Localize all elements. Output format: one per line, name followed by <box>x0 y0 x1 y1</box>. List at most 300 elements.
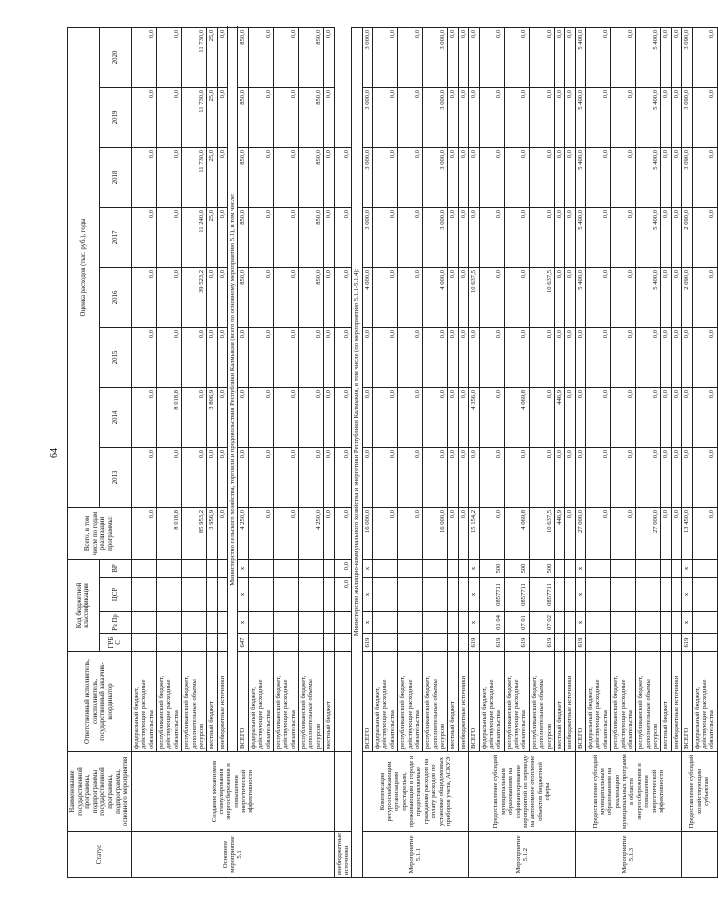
rzpr-cell: x <box>682 612 692 634</box>
year-value-cell: 2 090,0 <box>682 267 692 327</box>
rzpr-cell <box>565 612 575 634</box>
year-value-cell: 0,0 <box>273 147 298 207</box>
year-value-cell: 0,0 <box>565 147 575 207</box>
total-cell: 0,0 <box>217 507 227 559</box>
funding-source-cell: местный бюджет <box>554 652 564 752</box>
year-value-cell: 0,0 <box>661 87 671 147</box>
rzpr-cell <box>661 612 671 634</box>
year-value-cell: 5 400,0 <box>575 267 585 327</box>
header-grbs: ГРБ С <box>99 634 131 652</box>
rzpr-cell <box>273 612 298 634</box>
year-value-cell: 0,0 <box>692 87 717 147</box>
year-value-cell: 0,0 <box>131 387 156 447</box>
grbs-cell <box>131 634 156 652</box>
year-value-cell: 0,0 <box>238 447 248 507</box>
total-cell: 4 250,0 <box>299 507 324 559</box>
year-value-cell: 0,0 <box>334 147 352 207</box>
header-csr: ЦСР <box>99 578 131 612</box>
grbs-cell <box>217 634 227 652</box>
year-value-cell: 0,0 <box>586 327 611 387</box>
year-value-cell: 0,0 <box>692 27 717 87</box>
table-row <box>611 27 636 877</box>
total-cell: 8 018,8 <box>157 507 182 559</box>
rzpr-cell <box>636 612 661 634</box>
year-value-cell: 0,0 <box>504 327 529 387</box>
year-value-cell: 850,0 <box>238 207 248 267</box>
year-value-cell: 3 806,9 <box>207 387 217 447</box>
year-value-cell: 0,0 <box>273 447 298 507</box>
year-value-cell: 0,0 <box>692 387 717 447</box>
grbs-cell <box>554 634 564 652</box>
csr-cell <box>207 578 217 612</box>
csr-cell <box>334 634 352 652</box>
year-value-cell: 10 637,5 <box>529 267 554 327</box>
year-value-cell: 0,0 <box>398 447 423 507</box>
table-row <box>565 27 575 877</box>
year-value-cell: 0,0 <box>157 27 182 87</box>
table-row <box>504 27 529 877</box>
year-value-cell: 4 000,0 <box>423 267 448 327</box>
year-value-cell: 0,0 <box>554 27 564 87</box>
year-value-cell: 0,0 <box>334 267 352 327</box>
header-year-2017: 2017 <box>99 207 131 267</box>
csr-cell: x <box>238 578 248 612</box>
header-rzpr: Рз Пр <box>99 612 131 634</box>
year-value-cell: 0,0 <box>661 267 671 327</box>
year-value-cell: 0,0 <box>529 147 554 207</box>
year-value-cell: 3 000,0 <box>362 207 372 267</box>
year-value-cell: 0,0 <box>671 447 681 507</box>
table-row <box>334 27 352 877</box>
funding-source-cell: республиканский бюджет, дополнительные объемы ресурсов <box>636 652 661 752</box>
csr-cell: 0857711 <box>529 578 554 612</box>
year-value-cell: 3 000,0 <box>423 207 448 267</box>
funding-source-cell: ВСЕГО <box>469 652 479 752</box>
rzpr-cell: x <box>362 612 372 634</box>
year-value-cell: 0,0 <box>362 327 372 387</box>
csr-cell: x <box>469 578 479 612</box>
csr-cell <box>565 578 575 612</box>
year-value-cell: 0,0 <box>682 447 692 507</box>
year-value-cell: 0,0 <box>479 447 504 507</box>
total-cell: 0,0 <box>661 507 671 559</box>
total-cell: 27 000,0 <box>636 507 661 559</box>
year-value-cell: 0,0 <box>469 447 479 507</box>
year-value-cell: 0,0 <box>458 207 468 267</box>
grbs-cell <box>324 634 334 652</box>
year-value-cell: 0,0 <box>334 207 352 267</box>
year-value-cell: 0,0 <box>131 207 156 267</box>
year-value-cell: 0,0 <box>469 27 479 87</box>
header-year-2013: 2013 <box>99 447 131 507</box>
year-value-cell: 0,0 <box>469 327 479 387</box>
rzpr-cell: x <box>575 612 585 634</box>
year-value-cell: 0,0 <box>458 387 468 447</box>
year-value-cell: 0,0 <box>611 327 636 387</box>
funding-source-cell: внебюджетные источники <box>458 652 468 752</box>
year-value-cell: 0,0 <box>682 387 692 447</box>
csr-cell <box>611 578 636 612</box>
vr-cell <box>565 559 575 577</box>
grbs-cell <box>157 634 182 652</box>
grbs-cell: 619 <box>362 634 372 652</box>
year-value-cell: 0,0 <box>636 327 661 387</box>
funding-source-cell: федеральный бюджет, действующие расходные обязательства <box>248 652 273 752</box>
year-value-cell: 0,0 <box>182 387 207 447</box>
year-value-cell: 850,0 <box>238 267 248 327</box>
table-row <box>217 27 227 877</box>
year-value-cell: 0,0 <box>504 267 529 327</box>
year-value-cell: 0,0 <box>273 327 298 387</box>
year-value-cell: 0,0 <box>217 387 227 447</box>
year-value-cell: 5 400,0 <box>575 207 585 267</box>
rzpr-cell <box>692 612 717 634</box>
year-value-cell: 0,0 <box>398 87 423 147</box>
rotated-page <box>47 28 716 878</box>
year-value-cell: 25,0 <box>207 147 217 207</box>
year-value-cell: 0,0 <box>373 27 398 87</box>
year-value-cell: 0,0 <box>324 207 334 267</box>
rzpr-cell: 07 01 <box>504 612 529 634</box>
year-value-cell: 25,0 <box>207 27 217 87</box>
funding-source-cell: местный бюджет <box>661 652 671 752</box>
year-value-cell: 0,0 <box>636 387 661 447</box>
grbs-cell <box>611 634 636 652</box>
grbs-cell: 619 <box>529 634 554 652</box>
year-value-cell: 0,0 <box>661 447 671 507</box>
year-value-cell: 5 400,0 <box>636 267 661 327</box>
vr-cell <box>398 559 423 577</box>
rzpr-cell <box>448 612 458 634</box>
year-value-cell: 0,0 <box>661 147 671 207</box>
year-value-cell: 0,0 <box>324 327 334 387</box>
total-cell: 3 956,9 <box>207 507 217 559</box>
table-row <box>248 27 273 877</box>
year-value-cell: 0,0 <box>692 267 717 327</box>
vr-cell <box>586 559 611 577</box>
funding-source-cell: внебюджетные источники <box>671 652 681 752</box>
grbs-cell <box>334 752 352 832</box>
table-body <box>131 27 717 877</box>
vr-cell <box>692 559 717 577</box>
funding-source-cell: республиканский бюджет, действующие расходные обязательства <box>157 652 182 752</box>
rzpr-cell <box>373 612 398 634</box>
rzpr-cell <box>324 612 334 634</box>
year-value-cell: 0,0 <box>575 447 585 507</box>
year-value-cell: 0,0 <box>458 87 468 147</box>
year-value-cell: 850,0 <box>299 267 324 327</box>
year-value-cell: 5 400,0 <box>575 87 585 147</box>
funding-source-cell: местный бюджет <box>448 652 458 752</box>
year-value-cell: 0,0 <box>362 447 372 507</box>
funding-source-cell: ВСЕГО <box>238 652 248 752</box>
year-value-cell: 3 090,0 <box>682 27 692 87</box>
rzpr-cell <box>157 612 182 634</box>
year-value-cell: 0,0 <box>586 207 611 267</box>
funding-source-cell: республиканский бюджет, дополнительные объемы ресурсов <box>299 652 324 752</box>
rzpr-cell <box>611 612 636 634</box>
table-row <box>554 27 564 877</box>
year-value-cell: 0,0 <box>448 207 458 267</box>
total-cell: 0,0 <box>586 507 611 559</box>
total-cell: 0,0 <box>458 507 468 559</box>
header-responsible: Ответственный исполнитель, соисполнитель, государственный заказчик-координатор <box>68 652 132 752</box>
program-name-cell: Предоставление субсидий муниципальным образованиям на софинансирование мероприятий по переводу на автономное отопление объектов бюджетной сферы <box>469 752 576 832</box>
year-value-cell: 0,0 <box>362 387 372 447</box>
year-value-cell: 0,0 <box>458 447 468 507</box>
year-value-cell: 0,0 <box>479 87 504 147</box>
year-value-cell: 5 400,0 <box>636 147 661 207</box>
year-value-cell: 0,0 <box>529 387 554 447</box>
table-row <box>671 27 681 877</box>
vr-cell: x <box>682 559 692 577</box>
year-value-cell: 0,0 <box>217 267 227 327</box>
year-value-cell: 0,0 <box>398 207 423 267</box>
table-row <box>373 27 398 877</box>
funding-source-cell: местный бюджет <box>324 652 334 752</box>
grbs-cell <box>273 634 298 652</box>
funding-source-cell: местный бюджет <box>207 652 217 752</box>
csr-cell: x <box>575 578 585 612</box>
total-cell: 446,9 <box>554 507 564 559</box>
year-value-cell: 0,0 <box>575 387 585 447</box>
grbs-cell: 619 <box>469 634 479 652</box>
csr-cell <box>299 578 324 612</box>
year-value-cell: 0,0 <box>554 87 564 147</box>
funding-source-cell: ВСЕГО <box>362 652 372 752</box>
grbs-cell: 619 <box>575 634 585 652</box>
header-year-2016: 2016 <box>99 267 131 327</box>
grbs-cell <box>458 634 468 652</box>
status-cell: Мероприятие 5.1.1 <box>362 832 469 878</box>
funding-source-cell: внебюджетные источники <box>334 832 352 878</box>
table-row <box>479 27 504 877</box>
total-cell: 0,0 <box>273 507 298 559</box>
csr-cell <box>217 578 227 612</box>
year-value-cell: 0,0 <box>273 27 298 87</box>
year-value-cell: 2 090,0 <box>682 207 692 267</box>
funding-source-cell: федеральный бюджет, действующие расходные обязательства <box>479 652 504 752</box>
csr-cell <box>157 578 182 612</box>
rzpr-cell: 01 04 <box>479 612 504 634</box>
year-value-cell: 8 018,8 <box>157 387 182 447</box>
year-value-cell: 0,0 <box>565 447 575 507</box>
funding-source-cell: республиканский бюджет, действующие расходные обязательства <box>398 652 423 752</box>
program-name-cell: Создание механизмов стимулирования энергосбережения и повышения энергетической эффективности <box>131 752 334 832</box>
year-value-cell: 0,0 <box>217 327 227 387</box>
vr-cell <box>611 559 636 577</box>
year-value-cell: 11 730,0 <box>182 87 207 147</box>
year-value-cell: 0,0 <box>554 207 564 267</box>
vr-cell <box>324 559 334 577</box>
grbs-cell <box>423 634 448 652</box>
year-value-cell: 0,0 <box>131 447 156 507</box>
year-value-cell: 5 400,0 <box>575 27 585 87</box>
year-value-cell: 0,0 <box>661 327 671 387</box>
csr-cell <box>671 578 681 612</box>
csr-cell: 0857711 <box>479 578 504 612</box>
year-value-cell: 0,0 <box>671 27 681 87</box>
page-number: 64 <box>49 448 60 458</box>
grbs-cell <box>207 634 217 652</box>
table-row <box>362 27 372 877</box>
csr-cell <box>448 578 458 612</box>
grbs-cell: 619 <box>504 634 529 652</box>
year-value-cell: 0,0 <box>207 327 217 387</box>
vr-cell <box>217 559 227 577</box>
year-value-cell: 0,0 <box>458 147 468 207</box>
year-value-cell: 0,0 <box>248 387 273 447</box>
vr-cell <box>423 559 448 577</box>
total-cell: 0,0 <box>324 507 334 559</box>
year-value-cell: 0,0 <box>373 87 398 147</box>
table-row <box>423 27 448 877</box>
year-value-cell: 0,0 <box>448 327 458 387</box>
funding-source-cell: федеральный бюджет, действующие расходные обязательства <box>692 652 717 752</box>
year-value-cell: 0,0 <box>157 447 182 507</box>
csr-cell <box>273 578 298 612</box>
year-value-cell: 0,0 <box>131 147 156 207</box>
year-value-cell: 0,0 <box>157 327 182 387</box>
year-value-cell: 0,0 <box>448 27 458 87</box>
status-cell: Мероприятие 5.1.3 <box>575 832 682 878</box>
rzpr-cell <box>207 612 217 634</box>
rzpr-cell <box>586 612 611 634</box>
rzpr-cell <box>131 612 156 634</box>
year-value-cell: 850,0 <box>238 147 248 207</box>
year-value-cell: 0,0 <box>324 147 334 207</box>
year-value-cell: 0,0 <box>157 87 182 147</box>
header-year-2018: 2018 <box>99 147 131 207</box>
header-estimate: Оценка расходов (тыс. руб.), годы <box>68 27 100 507</box>
year-value-cell: 0,0 <box>554 267 564 327</box>
year-value-cell: 5 400,0 <box>636 27 661 87</box>
grbs-cell: 619 <box>682 634 692 652</box>
year-value-cell: 0,0 <box>529 27 554 87</box>
program-name-cell: Предоставление субсидий муниципальным образованиям на реализацию муниципальных программ в области энергосбережения и повышения энергетической эффективности <box>575 752 682 832</box>
vr-cell <box>299 559 324 577</box>
year-value-cell: 0,0 <box>248 267 273 327</box>
year-value-cell: 0,0 <box>334 327 352 387</box>
year-value-cell: 3 000,0 <box>362 87 372 147</box>
year-value-cell: 0,0 <box>529 447 554 507</box>
total-cell: 0,0 <box>248 507 273 559</box>
table-row <box>207 27 217 877</box>
year-value-cell: 0,0 <box>469 207 479 267</box>
vr-cell <box>554 559 564 577</box>
vr-cell <box>373 559 398 577</box>
year-value-cell: 0,0 <box>207 267 217 327</box>
year-value-cell: 0,0 <box>671 387 681 447</box>
grbs-cell <box>636 634 661 652</box>
total-cell: 0,0 <box>479 507 504 559</box>
year-value-cell: 0,0 <box>448 387 458 447</box>
vr-cell: x <box>575 559 585 577</box>
year-value-cell: 0,0 <box>423 447 448 507</box>
grbs-cell <box>661 634 671 652</box>
vr-cell <box>661 559 671 577</box>
grbs-cell <box>692 634 717 652</box>
funding-source-cell: федеральный бюджет, действующие расходные обязательства <box>131 652 156 752</box>
year-value-cell: 0,0 <box>157 267 182 327</box>
csr-cell <box>636 578 661 612</box>
year-value-cell: 10 637,5 <box>469 267 479 327</box>
status-cell <box>682 832 718 878</box>
total-cell: 4 250,0 <box>238 507 248 559</box>
total-cell: 0,0 <box>692 507 717 559</box>
grbs-cell: 619 <box>479 634 504 652</box>
year-value-cell: 0,0 <box>661 207 671 267</box>
rzpr-cell <box>554 612 564 634</box>
table-row <box>586 27 611 877</box>
year-value-cell: 0,0 <box>248 87 273 147</box>
year-value-cell: 0,0 <box>671 207 681 267</box>
year-value-cell: 0,0 <box>661 27 671 87</box>
year-value-cell: 0,0 <box>182 447 207 507</box>
csr-cell <box>398 578 423 612</box>
year-value-cell: 0,0 <box>334 559 352 577</box>
year-value-cell: 0,0 <box>671 267 681 327</box>
year-value-cell: 0,0 <box>207 447 217 507</box>
csr-cell <box>373 578 398 612</box>
vr-cell <box>671 559 681 577</box>
total-cell: 0,0 <box>565 507 575 559</box>
rzpr-cell <box>458 612 468 634</box>
table-row <box>575 27 585 877</box>
table-row <box>448 27 458 877</box>
year-value-cell: 5 400,0 <box>636 207 661 267</box>
year-value-cell: 0,0 <box>299 327 324 387</box>
year-value-cell: 0,0 <box>273 387 298 447</box>
year-value-cell: 0,0 <box>373 327 398 387</box>
year-value-cell: 0,0 <box>565 207 575 267</box>
year-value-cell: 0,0 <box>692 147 717 207</box>
vr-cell <box>182 559 207 577</box>
csr-cell <box>423 578 448 612</box>
year-value-cell: 0,0 <box>479 387 504 447</box>
total-cell: 10 637,5 <box>529 507 554 559</box>
vr-cell: 500 <box>529 559 554 577</box>
year-value-cell: 0,0 <box>611 447 636 507</box>
year-value-cell: 3 000,0 <box>423 27 448 87</box>
year-value-cell: 4 000,0 <box>362 267 372 327</box>
year-value-cell: 0,0 <box>398 327 423 387</box>
csr-cell: x <box>362 578 372 612</box>
rzpr-cell <box>248 612 273 634</box>
year-value-cell: 0,0 <box>565 387 575 447</box>
year-value-cell: 0,0 <box>334 447 352 507</box>
year-value-cell: 850,0 <box>238 27 248 87</box>
vr-cell <box>248 559 273 577</box>
year-value-cell: 0,0 <box>611 267 636 327</box>
year-value-cell: 850,0 <box>299 147 324 207</box>
year-value-cell: 0,0 <box>586 147 611 207</box>
year-value-cell: 3 000,0 <box>362 147 372 207</box>
year-value-cell: 0,0 <box>611 147 636 207</box>
csr-cell <box>586 578 611 612</box>
year-value-cell: 0,0 <box>248 447 273 507</box>
header-year-2015: 2015 <box>99 327 131 387</box>
csr-cell <box>324 578 334 612</box>
status-cell: Мероприятие 5.1.2 <box>469 832 576 878</box>
year-value-cell: 0,0 <box>575 327 585 387</box>
year-value-cell: 0,0 <box>554 147 564 207</box>
year-value-cell: 5 400,0 <box>575 147 585 207</box>
year-value-cell: 0,0 <box>448 267 458 327</box>
year-value-cell: 0,0 <box>373 147 398 207</box>
funding-source-cell: ВСЕГО <box>575 652 585 752</box>
year-value-cell: 25,0 <box>207 87 217 147</box>
